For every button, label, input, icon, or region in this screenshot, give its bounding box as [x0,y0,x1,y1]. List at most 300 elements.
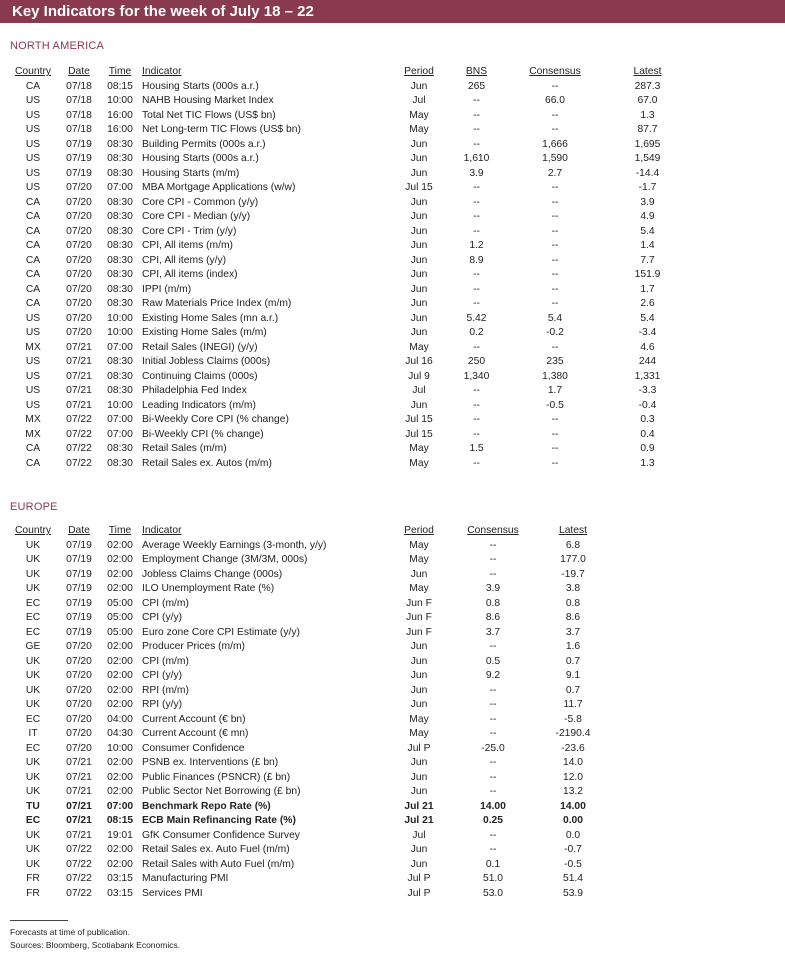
table-cell: 5.4 [640,225,655,237]
table-cell: 07/20 [66,728,92,739]
table-cell: Jun [410,196,428,208]
table-cell: Jun [410,844,428,855]
table-cell: 08:30 [107,370,133,382]
table-cell: 07:00 [107,182,133,193]
table-cell: -- [473,399,480,411]
table-cell: 2.6 [640,298,655,309]
table-cell: -- [551,240,559,251]
table-row [8,611,608,626]
table-cell: 07/20 [66,655,92,667]
table-cell: -- [551,457,559,469]
table-cell: 177.0 [560,554,586,565]
table-cell: Jun [410,568,428,580]
table-row [8,181,690,196]
table-cell: 1,590 [542,153,568,164]
table-cell: 05:00 [107,612,133,623]
table-cell: Jun [410,167,428,179]
table-cell: Housing Starts (000s a.r.) [142,153,259,164]
table-cell: 07/20 [66,254,92,266]
table-cell: 1.2 [469,240,484,251]
table-cell: Jun [410,312,428,324]
table-cell: 07/20 [66,240,92,251]
table-cell: 08:30 [107,196,133,208]
col-header-period: Period [404,66,434,77]
table-cell: -- [489,771,497,783]
table-cell: -3.4 [638,327,657,338]
table-cell: CA [25,211,41,222]
table-cell: CPI (y/y) [142,612,183,623]
table-cell: 02:00 [107,583,133,594]
table-cell: Jun [410,254,428,266]
table-cell: 1.5 [469,443,484,454]
table-row [8,254,690,269]
table-cell: US [25,327,41,338]
table-cell: 02:00 [107,655,133,667]
table-cell: Bi-Weekly Core CPI (% change) [142,414,289,425]
table-cell: 07/22 [66,858,92,870]
table-cell: 3.8 [565,583,581,594]
table-row [8,814,608,829]
table-row [8,626,608,641]
table-cell: -- [473,283,480,295]
table-row [8,742,608,757]
table-cell: Jun [410,771,428,783]
table-cell: 07/21 [66,399,92,411]
table-cell: 07:00 [106,800,134,812]
table-cell: 07/19 [66,583,92,594]
table-cell: 07/21 [66,385,92,396]
table-cell: 53.9 [562,887,584,899]
table-cell: 14.00 [560,800,586,812]
table-cell: 02:00 [107,554,133,565]
table-cell: RPI (y/y) [142,699,183,710]
table-cell: 02:00 [107,786,133,797]
table-cell: Jun [410,655,428,667]
table-cell: -- [489,684,497,696]
table-cell: 02:00 [107,757,133,768]
table-cell: FR [26,887,40,899]
table-cell: 1,666 [542,138,568,150]
table-cell: Jul [412,385,426,396]
north-america-table [8,65,690,471]
table-cell: 07/21 [66,757,92,768]
table-cell: Retail Sales ex. Auto Fuel (m/m) [142,844,290,855]
table-cell: -- [473,196,480,208]
table-cell: 07/20 [66,196,92,208]
table-cell: -- [489,844,497,855]
table-row [8,109,690,124]
table-cell: -- [473,124,480,135]
table-cell: CPI, All items (index) [142,269,238,280]
table-cell: 0.25 [482,815,504,826]
table-cell: 14.0 [562,757,584,768]
table-cell: Jun [410,153,428,164]
table-cell: Euro zone Core CPI Estimate (y/y) [142,626,300,638]
table-cell: UK [25,829,41,841]
table-cell: -0.4 [638,399,657,411]
table-cell: Jul P [407,887,431,899]
table-cell: 53.0 [482,887,504,899]
page-title: Key Indicators for the week of July 18 – 22 [0,0,785,23]
table-cell: 10:00 [107,95,133,106]
table-cell: 250 [467,356,486,367]
table-cell: Public Sector Net Borrowing (£ bn) [142,786,301,797]
col-header-indicator: Indicator [142,66,182,77]
table-cell: Employment Change (3M/3M, 000s) [142,554,308,565]
col-header-latest: Latest [558,525,588,536]
table-cell: Jun [410,269,428,280]
table-cell: US [25,124,41,135]
table-cell: 10:00 [107,312,133,324]
table-cell: 3.9 [485,583,501,594]
table-row [8,312,690,327]
table-cell: 02:00 [107,858,133,870]
table-cell: -- [489,554,497,565]
table-cell: 0.8 [565,597,581,609]
table-cell: Jul 9 [408,370,430,382]
table-cell: UK [25,699,41,710]
table-cell: -- [473,109,480,121]
table-cell: EC [25,626,41,638]
table-cell: CA [25,225,41,237]
table-cell: -25.0 [481,742,505,754]
table-cell: -0.7 [564,844,582,855]
table-cell: 07/18 [66,95,92,106]
table-cell: Building Permits (000s a.r.) [142,138,266,150]
table-cell: Initial Jobless Claims (000s) [142,356,271,367]
table-cell: 02:00 [107,771,133,783]
table-cell: Jul 21 [404,815,434,826]
section-title-europe: EUROPE [10,501,58,513]
table-cell: EC [25,612,41,623]
table-cell: -- [551,298,559,309]
table-cell: 08:30 [107,269,133,280]
table-cell: Jun [410,240,428,251]
table-cell: Jun [410,298,428,309]
table-cell: 4.6 [640,341,655,353]
table-row [8,239,690,254]
table-cell: 1.3 [640,457,655,469]
table-cell: 235 [546,356,564,367]
table-cell: EC [25,742,41,754]
europe-table [8,524,608,901]
table-cell: May [409,109,429,121]
table-cell: 8.9 [469,254,484,266]
table-cell: -0.5 [564,858,582,870]
table-cell: US [25,356,41,367]
table-cell: CA [25,298,41,309]
table-cell: 67.0 [637,95,658,106]
table-cell: 08:30 [107,153,133,164]
table-cell: 04:00 [107,713,133,725]
table-cell: 05:00 [107,626,133,638]
table-cell: Jun F [406,612,432,623]
table-cell: -19.7 [561,568,585,580]
table-cell: 2.7 [547,167,563,179]
table-cell: 11.7 [563,699,583,710]
table-cell: Public Finances (PSNCR) (£ bn) [142,771,291,783]
col-header-latest: Latest [633,66,662,77]
table-cell: GfK Consumer Confidence Survey [142,829,300,841]
table-cell: -- [489,757,497,768]
table-cell: 287.3 [634,80,661,92]
table-cell: Manufacturing PMI [142,873,229,884]
table-cell: -- [489,699,497,710]
table-cell: 07/20 [66,684,92,696]
table-cell: CPI, All items (m/m) [142,240,233,251]
table-cell: 244 [638,356,657,367]
table-row [8,655,608,670]
table-cell: May [409,583,429,594]
table-cell: EC [25,713,41,725]
table-row [8,152,690,167]
table-cell: 07/22 [66,414,92,425]
table-cell: CA [25,457,41,469]
table-cell: Core CPI - Trim (y/y) [142,225,237,237]
table-cell: May [409,457,429,469]
col-header-consensus: Consensus [467,525,519,536]
table-cell: 0.00 [562,815,584,826]
table-cell: US [25,138,41,150]
table-cell: -14.4 [635,167,660,179]
table-cell: 02:00 [107,844,133,855]
table-cell: 66.0 [544,95,566,106]
table-cell: 07:00 [107,428,133,440]
table-cell: May [409,713,429,725]
table-cell: Retail Sales with Auto Fuel (m/m) [142,858,295,870]
table-row [8,413,690,428]
table-cell: 08:30 [107,457,133,469]
table-row [8,640,608,655]
table-cell: 3.9 [640,196,655,208]
table-cell: Raw Materials Price Index (m/m) [142,298,292,309]
table-cell: UK [25,568,41,580]
table-cell: Jun [410,138,428,150]
table-cell: 0.7 [565,684,581,696]
table-cell: 0.3 [640,414,655,425]
table-cell: UK [25,858,41,870]
table-cell: 1.7 [547,385,563,396]
table-row [8,167,690,182]
table-cell: -- [473,211,480,222]
table-cell: UK [25,539,41,551]
table-cell: UK [25,786,41,797]
table-cell: 3.7 [485,626,501,638]
table-row [8,582,608,597]
table-cell: -- [473,414,480,425]
table-cell: Jul P [407,873,431,884]
table-cell: 12.0 [562,771,584,783]
table-cell: 07/22 [66,887,92,899]
table-cell: 13.2 [562,786,584,797]
table-cell: -- [551,109,559,121]
table-cell: CPI, All items (y/y) [142,254,227,266]
table-cell: -- [551,341,559,353]
table-cell: -- [489,829,497,841]
table-row [8,370,690,385]
col-header-time: Time [108,525,132,536]
footnote-sources: Sources: Bloomberg, Scotiabank Economics. [10,940,181,950]
table-cell: Jun [410,699,428,710]
table-cell: Jul 21 [404,800,434,812]
table-row [8,283,690,298]
table-cell: 07/20 [66,269,92,280]
col-header-time: Time [108,66,132,77]
table-cell: -- [473,138,480,150]
table-cell: 51.0 [482,873,504,884]
table-row [8,123,690,138]
table-cell: 07/20 [66,641,92,652]
table-cell: IPPI (m/m) [142,283,192,295]
table-row [8,713,608,728]
table-cell: 1,340 [463,370,490,382]
table-cell: Leading Indicators (m/m) [142,399,256,411]
table-cell: UK [25,554,41,565]
table-cell: Jun [410,399,428,411]
table-cell: -3.3 [638,385,657,396]
table-cell: 1,380 [542,370,568,382]
table-cell: -- [473,269,480,280]
table-cell: -- [473,225,480,237]
table-cell: CA [25,254,41,266]
table-cell: 07/21 [66,786,92,797]
table-cell: CPI (m/m) [142,597,189,609]
table-cell: 0.5 [485,655,501,667]
table-cell: -- [489,713,497,725]
table-row [8,355,690,370]
col-header-date: Date [68,525,90,536]
table-cell: 08:30 [107,211,133,222]
table-row [8,843,608,858]
table-cell: 02:00 [107,699,133,710]
table-row [8,800,608,815]
table-cell: FR [26,873,40,884]
table-cell: -- [489,786,497,797]
table-cell: US [25,167,41,179]
table-cell: 265 [467,80,486,92]
table-cell: 02:00 [107,539,133,551]
table-cell: Housing Starts (m/m) [142,167,240,179]
col-header-country: Country [14,525,52,536]
table-cell: US [25,109,41,121]
table-cell: 07/20 [66,182,92,193]
table-cell: -- [551,80,559,92]
table-cell: 07/20 [66,699,92,710]
table-cell: Jun F [406,597,432,609]
table-cell: 08:30 [107,167,133,179]
table-cell: 07/20 [66,670,92,681]
table-cell: CA [25,240,41,251]
table-row [8,210,690,225]
table-cell: 07/20 [66,327,92,338]
table-cell: Existing Home Sales (mn a.r.) [142,312,279,324]
table-cell: MX [25,414,41,425]
table-cell: 0.7 [565,655,581,667]
table-cell: 0.9 [640,443,655,454]
table-cell: 07/19 [66,153,92,164]
table-cell: Jun F [406,626,432,638]
table-cell: 08:30 [107,443,133,454]
table-cell: -- [473,341,480,353]
table-cell: -- [551,283,559,295]
table-cell: 1,549 [634,153,661,164]
table-cell: 07/19 [66,568,92,580]
table-cell: CA [25,80,41,92]
table-cell: 87.7 [637,124,658,135]
table-cell: UK [25,771,41,783]
table-cell: CA [25,283,41,295]
table-cell: 03:15 [107,887,133,899]
table-cell: -2190.4 [555,728,591,739]
table-cell: CA [25,196,41,208]
table-cell: 8.6 [565,612,581,623]
table-cell: Jun [410,670,428,681]
table-cell: US [25,312,41,324]
table-row [8,268,690,283]
table-row [8,539,608,554]
table-cell: 07/19 [66,554,92,565]
table-row [8,384,690,399]
table-cell: NAHB Housing Market Index [142,95,274,106]
table-cell: 07/22 [66,443,92,454]
table-cell: ILO Unemployment Rate (%) [142,583,275,594]
table-cell: -- [473,298,480,309]
col-header-country: Country [14,66,52,77]
table-cell: -- [551,269,559,280]
table-cell: 07:00 [107,414,133,425]
table-row [8,698,608,713]
table-cell: 07/21 [66,829,92,841]
table-row [8,225,690,240]
table-cell: 08:30 [107,254,133,266]
table-cell: 07/19 [66,626,92,638]
table-cell: 07/18 [66,80,92,92]
table-row [8,94,690,109]
table-cell: 07/21 [66,341,92,353]
table-cell: PSNB ex. Interventions (£ bn) [142,757,279,768]
table-cell: 14.00 [480,800,506,812]
table-cell: -- [473,95,480,106]
table-cell: Jobless Claims Change (000s) [142,568,283,580]
table-cell: CA [25,443,41,454]
table-cell: May [409,443,429,454]
table-cell: MX [25,341,41,353]
table-cell: US [25,385,41,396]
table-cell: EC [25,815,41,826]
table-cell: 07/22 [66,428,92,440]
table-cell: Current Account (€ mn) [142,728,249,739]
table-cell: US [25,370,41,382]
table-cell: Continuing Claims (000s) [142,370,258,382]
table-cell: May [409,124,429,135]
table-row [8,887,608,902]
table-cell: Benchmark Repo Rate (%) [142,800,271,812]
table-cell: 08:30 [107,283,133,295]
table-cell: Jul 15 [405,182,433,193]
table-cell: 0.0 [565,829,581,841]
table-cell: 08:30 [107,138,133,150]
table-cell: Net Long-term TIC Flows (US$ bn) [142,124,301,135]
table-cell: 7.7 [640,254,655,266]
table-row [8,669,608,684]
table-cell: Existing Home Sales (m/m) [142,327,267,338]
table-cell: -- [551,124,559,135]
table-cell: 02:00 [107,684,133,696]
table-cell: -- [489,568,497,580]
table-cell: Retail Sales (m/m) [142,443,227,454]
table-cell: -- [551,211,559,222]
table-cell: -0.2 [546,327,564,338]
